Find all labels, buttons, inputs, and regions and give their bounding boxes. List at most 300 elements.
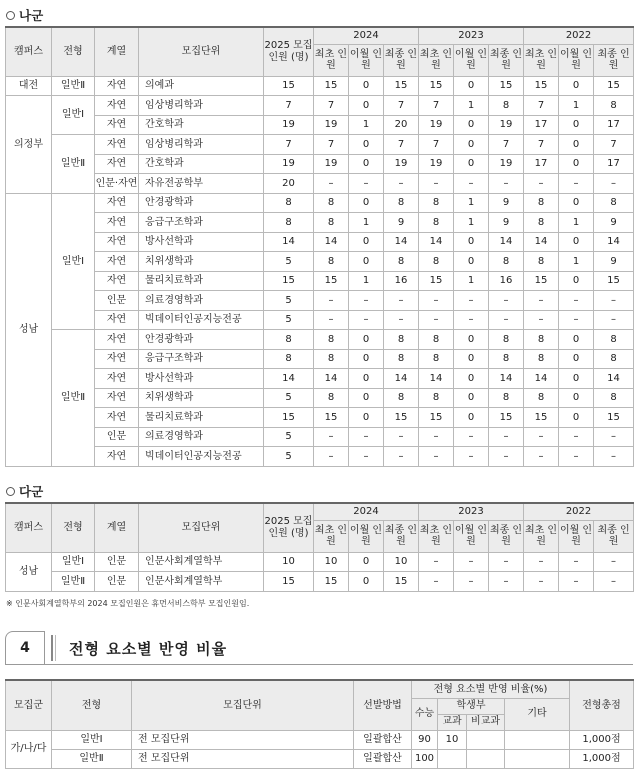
- final-2023-cell: 9: [489, 213, 524, 233]
- carry-2023-cell: 0: [454, 154, 489, 174]
- carry-2022-cell: 0: [559, 193, 594, 213]
- final-2024-cell: 15: [384, 76, 419, 96]
- initial-2024-cell: –: [314, 291, 349, 311]
- final-2023-cell: 14: [489, 369, 524, 389]
- initial-2023-cell: 19: [419, 115, 454, 135]
- carry-2023-cell: 0: [454, 135, 489, 155]
- final-2024-cell: 16: [384, 271, 419, 291]
- final-2023-cell: 14: [489, 232, 524, 252]
- nonsubject-cell: [467, 730, 505, 749]
- carry-2023-cell: 0: [454, 252, 489, 272]
- carry-2024-cell: –: [349, 427, 384, 447]
- type-cell: 일반Ⅰ: [52, 193, 95, 330]
- initial-2024-cell: 8: [314, 330, 349, 350]
- initial-2023-cell: 14: [419, 232, 454, 252]
- initial-2022-cell: –: [524, 552, 559, 572]
- unit-cell: 빅데이터인공지능전공: [139, 447, 264, 467]
- initial-2024-cell: 15: [314, 572, 349, 592]
- field-cell: 자연: [95, 76, 139, 96]
- quota-2025-cell: 5: [264, 252, 314, 272]
- initial-2023-cell: –: [419, 447, 454, 467]
- header-2024: 2024: [314, 503, 419, 520]
- final-2023-cell: 8: [489, 252, 524, 272]
- unit-cell: 응급구조학과: [139, 349, 264, 369]
- final-2023-cell: 15: [489, 76, 524, 96]
- header-field: 계열: [95, 27, 139, 76]
- carry-2024-cell: 1: [349, 115, 384, 135]
- final-2024-cell: 7: [384, 96, 419, 116]
- carry-2024-cell: 0: [349, 388, 384, 408]
- initial-2022-cell: 8: [524, 252, 559, 272]
- field-cell: 자연: [95, 154, 139, 174]
- table-row: [6, 135, 634, 155]
- initial-2022-cell: –: [524, 572, 559, 592]
- field-cell: 자연: [95, 252, 139, 272]
- table-row: [6, 193, 634, 213]
- final-2022-cell: 8: [594, 388, 634, 408]
- carry-2022-cell: –: [559, 310, 594, 330]
- initial-2024-cell: 8: [314, 349, 349, 369]
- suneung-cell: 90: [412, 730, 438, 749]
- field-cell: 자연: [95, 96, 139, 116]
- table-row: [6, 427, 634, 447]
- method-cell: 일괄합산: [354, 730, 412, 749]
- initial-2024-cell: 19: [314, 115, 349, 135]
- carry-2023-cell: 0: [454, 232, 489, 252]
- header-carry: 이월 인원: [559, 44, 594, 76]
- quota-2025-cell: 14: [264, 232, 314, 252]
- unit-cell: 인문사회계열학부: [139, 572, 264, 592]
- final-2023-cell: 19: [489, 154, 524, 174]
- subject-cell: [438, 749, 467, 768]
- quota-2025-cell: 15: [264, 76, 314, 96]
- suneung-cell: 100: [412, 749, 438, 768]
- final-2022-cell: –: [594, 310, 634, 330]
- carry-2022-cell: 1: [559, 252, 594, 272]
- etc-cell: [505, 749, 570, 768]
- initial-2024-cell: –: [314, 310, 349, 330]
- quota-2025-cell: 19: [264, 115, 314, 135]
- table-row: [6, 408, 634, 428]
- initial-2023-cell: 14: [419, 369, 454, 389]
- final-2024-cell: –: [384, 310, 419, 330]
- initial-2023-cell: 8: [419, 193, 454, 213]
- initial-2022-cell: –: [524, 447, 559, 467]
- header-final: 최종 인원: [384, 44, 419, 76]
- field-cell: 자연: [95, 330, 139, 350]
- unit-cell: 간호학과: [139, 115, 264, 135]
- type-cell: 일반Ⅱ: [52, 749, 132, 768]
- final-2022-cell: –: [594, 552, 634, 572]
- table-row: [6, 310, 634, 330]
- initial-2024-cell: 10: [314, 552, 349, 572]
- type-cell: 일반Ⅰ: [52, 730, 132, 749]
- field-cell: 자연: [95, 349, 139, 369]
- quota-2025-cell: 8: [264, 213, 314, 233]
- carry-2024-cell: 0: [349, 154, 384, 174]
- method-cell: 일괄합산: [354, 749, 412, 768]
- final-2024-cell: 20: [384, 115, 419, 135]
- initial-2024-cell: 14: [314, 369, 349, 389]
- initial-2024-cell: 8: [314, 252, 349, 272]
- etc-cell: [505, 730, 570, 749]
- final-2023-cell: –: [489, 552, 524, 572]
- final-2024-cell: 8: [384, 252, 419, 272]
- carry-2023-cell: –: [454, 447, 489, 467]
- type-cell: 일반Ⅱ: [52, 135, 95, 194]
- header-final: 최종 인원: [489, 520, 524, 552]
- section-title: 전형 요소별 반영 비율: [69, 640, 228, 658]
- final-2024-cell: 15: [384, 572, 419, 592]
- header-final: 최종 인원: [594, 44, 634, 76]
- initial-2022-cell: 8: [524, 193, 559, 213]
- quota-2025-cell: 5: [264, 427, 314, 447]
- header-type: 전형: [52, 503, 95, 552]
- quota-2025-cell: 7: [264, 135, 314, 155]
- header-initial: 최초 인원: [524, 520, 559, 552]
- final-2022-cell: –: [594, 291, 634, 311]
- table-row: [6, 369, 634, 389]
- final-2024-cell: –: [384, 427, 419, 447]
- final-2024-cell: 9: [384, 213, 419, 233]
- quota-2025-cell: 15: [264, 408, 314, 428]
- final-2023-cell: 16: [489, 271, 524, 291]
- unit-cell: 물리치료학과: [139, 408, 264, 428]
- final-2024-cell: 15: [384, 408, 419, 428]
- field-cell: 자연: [95, 388, 139, 408]
- initial-2024-cell: 15: [314, 76, 349, 96]
- final-2023-cell: 8: [489, 349, 524, 369]
- initial-2022-cell: 8: [524, 213, 559, 233]
- final-2023-cell: 7: [489, 135, 524, 155]
- final-2022-cell: 15: [594, 271, 634, 291]
- quota-2025-cell: 5: [264, 291, 314, 311]
- initial-2023-cell: 15: [419, 408, 454, 428]
- field-cell: 자연: [95, 193, 139, 213]
- final-2024-cell: –: [384, 291, 419, 311]
- campus-cell: 의정부: [6, 96, 52, 194]
- initial-2024-cell: –: [314, 427, 349, 447]
- section-da-title: 다군: [6, 482, 43, 500]
- final-2023-cell: –: [489, 174, 524, 194]
- field-cell: 자연: [95, 271, 139, 291]
- carry-2022-cell: 0: [559, 330, 594, 350]
- carry-2024-cell: 0: [349, 135, 384, 155]
- carry-2022-cell: 0: [559, 76, 594, 96]
- field-cell: 자연: [95, 310, 139, 330]
- field-cell: 자연: [95, 135, 139, 155]
- header-unit: 모집단위: [132, 680, 354, 730]
- quota-2025-cell: 8: [264, 349, 314, 369]
- carry-2023-cell: 0: [454, 369, 489, 389]
- initial-2024-cell: 19: [314, 154, 349, 174]
- quota-2025-cell: 5: [264, 310, 314, 330]
- carry-2024-cell: 0: [349, 252, 384, 272]
- initial-2023-cell: 15: [419, 271, 454, 291]
- final-2024-cell: 10: [384, 552, 419, 572]
- header-method: 선발방법: [354, 680, 412, 730]
- divider: [51, 635, 53, 661]
- header-2023: 2023: [419, 503, 524, 520]
- final-2022-cell: 15: [594, 76, 634, 96]
- initial-2022-cell: 7: [524, 96, 559, 116]
- table-row: [6, 96, 634, 116]
- field-cell: 자연: [95, 213, 139, 233]
- carry-2024-cell: 0: [349, 76, 384, 96]
- carry-2022-cell: 0: [559, 349, 594, 369]
- header-initial: 최초 인원: [419, 520, 454, 552]
- quota-2025-cell: 7: [264, 96, 314, 116]
- initial-2022-cell: 8: [524, 330, 559, 350]
- final-2022-cell: –: [594, 572, 634, 592]
- initial-2022-cell: 7: [524, 135, 559, 155]
- carry-2023-cell: –: [454, 291, 489, 311]
- quota-2025-cell: 14: [264, 369, 314, 389]
- table-row: [6, 115, 634, 135]
- table-row: [6, 730, 634, 749]
- final-2022-cell: 17: [594, 115, 634, 135]
- field-cell: 자연: [95, 408, 139, 428]
- initial-2023-cell: 15: [419, 76, 454, 96]
- carry-2022-cell: 0: [559, 388, 594, 408]
- admission-table-na: [5, 26, 634, 467]
- final-2022-cell: 17: [594, 154, 634, 174]
- final-2022-cell: –: [594, 447, 634, 467]
- carry-2022-cell: 0: [559, 271, 594, 291]
- carry-2024-cell: –: [349, 291, 384, 311]
- initial-2022-cell: 8: [524, 349, 559, 369]
- unit-cell: 자유전공학부: [139, 174, 264, 194]
- final-2024-cell: 14: [384, 232, 419, 252]
- field-cell: 자연: [95, 232, 139, 252]
- section-number: 4: [5, 631, 45, 665]
- type-cell: 일반Ⅱ: [52, 572, 95, 592]
- carry-2023-cell: 1: [454, 193, 489, 213]
- carry-2023-cell: –: [454, 427, 489, 447]
- final-2023-cell: –: [489, 310, 524, 330]
- initial-2022-cell: 15: [524, 271, 559, 291]
- initial-2023-cell: –: [419, 427, 454, 447]
- unit-cell: 의예과: [139, 76, 264, 96]
- final-2023-cell: –: [489, 447, 524, 467]
- carry-2022-cell: 0: [559, 369, 594, 389]
- unit-cell: 인문사회계열학부: [139, 552, 264, 572]
- final-2023-cell: –: [489, 291, 524, 311]
- quota-2025-cell: 15: [264, 271, 314, 291]
- carry-2022-cell: –: [559, 291, 594, 311]
- carry-2023-cell: 0: [454, 408, 489, 428]
- header-2022: 2022: [524, 27, 634, 44]
- carry-2024-cell: 0: [349, 96, 384, 116]
- final-2024-cell: 14: [384, 369, 419, 389]
- final-2022-cell: 15: [594, 408, 634, 428]
- initial-2024-cell: 15: [314, 408, 349, 428]
- carry-2024-cell: 1: [349, 271, 384, 291]
- carry-2023-cell: 0: [454, 349, 489, 369]
- unit-cell: 의료경영학과: [139, 291, 264, 311]
- header-unit: 모집단위: [139, 27, 264, 76]
- initial-2023-cell: –: [419, 572, 454, 592]
- initial-2023-cell: –: [419, 291, 454, 311]
- unit-cell: 응급구조학과: [139, 213, 264, 233]
- initial-2022-cell: –: [524, 427, 559, 447]
- initial-2022-cell: 15: [524, 408, 559, 428]
- initial-2022-cell: 15: [524, 76, 559, 96]
- section-4-heading: [5, 631, 633, 665]
- initial-2024-cell: 8: [314, 193, 349, 213]
- initial-2023-cell: 8: [419, 388, 454, 408]
- initial-2022-cell: –: [524, 291, 559, 311]
- final-2023-cell: –: [489, 427, 524, 447]
- initial-2022-cell: 14: [524, 232, 559, 252]
- quota-2025-cell: 10: [264, 552, 314, 572]
- carry-2022-cell: 0: [559, 135, 594, 155]
- quota-2025-cell: 5: [264, 388, 314, 408]
- table-row: [6, 213, 634, 233]
- header-type: 전형: [52, 680, 132, 730]
- unit-cell: 임상병리학과: [139, 135, 264, 155]
- final-2022-cell: 8: [594, 330, 634, 350]
- final-2024-cell: 8: [384, 388, 419, 408]
- header-2022: 2022: [524, 503, 634, 520]
- carry-2022-cell: –: [559, 447, 594, 467]
- carry-2023-cell: 0: [454, 115, 489, 135]
- total-cell: 1,000점: [570, 749, 634, 768]
- unit-cell: 안경광학과: [139, 330, 264, 350]
- final-2023-cell: –: [489, 572, 524, 592]
- field-cell: 자연: [95, 447, 139, 467]
- field-cell: 인문: [95, 427, 139, 447]
- carry-2023-cell: –: [454, 552, 489, 572]
- carry-2024-cell: 0: [349, 369, 384, 389]
- carry-2023-cell: 0: [454, 76, 489, 96]
- table-row: [6, 388, 634, 408]
- initial-2023-cell: 8: [419, 213, 454, 233]
- initial-2023-cell: –: [419, 310, 454, 330]
- header-2025: 2025 모집인원 (명): [264, 503, 314, 552]
- table-row: [6, 76, 634, 96]
- header-final: 최종 인원: [489, 44, 524, 76]
- final-2023-cell: 8: [489, 388, 524, 408]
- header-initial: 최초 인원: [419, 44, 454, 76]
- campus-cell: 성남: [6, 193, 52, 466]
- header-2024: 2024: [314, 27, 419, 44]
- section-na-title: 나군: [6, 6, 43, 24]
- table-row: [6, 330, 634, 350]
- unit-cell: 빅데이터인공지능전공: [139, 310, 264, 330]
- carry-2022-cell: 1: [559, 213, 594, 233]
- table-row: [6, 447, 634, 467]
- carry-2023-cell: 0: [454, 388, 489, 408]
- final-2024-cell: 7: [384, 135, 419, 155]
- header-campus: 캠퍼스: [6, 503, 52, 552]
- final-2022-cell: 8: [594, 96, 634, 116]
- final-2024-cell: 8: [384, 349, 419, 369]
- unit-cell: 안경광학과: [139, 193, 264, 213]
- header-carry: 이월 인원: [349, 44, 384, 76]
- field-cell: 인문: [95, 291, 139, 311]
- initial-2023-cell: 19: [419, 154, 454, 174]
- final-2023-cell: 8: [489, 96, 524, 116]
- table-row: [6, 291, 634, 311]
- header-carry: 이월 인원: [349, 520, 384, 552]
- divider: [43, 664, 633, 665]
- table-row: [6, 349, 634, 369]
- table-row: [6, 552, 634, 572]
- carry-2022-cell: 0: [559, 408, 594, 428]
- unit-cell: 방사선학과: [139, 369, 264, 389]
- final-2024-cell: 8: [384, 330, 419, 350]
- unit-cell: 치위생학과: [139, 388, 264, 408]
- initial-2022-cell: 17: [524, 115, 559, 135]
- header-subject: 교과: [438, 714, 467, 730]
- carry-2022-cell: 0: [559, 232, 594, 252]
- header-2023: 2023: [419, 27, 524, 44]
- carry-2023-cell: 1: [454, 271, 489, 291]
- final-2023-cell: 19: [489, 115, 524, 135]
- unit-cell: 방사선학과: [139, 232, 264, 252]
- initial-2022-cell: 14: [524, 369, 559, 389]
- header-student: 학생부: [438, 698, 505, 714]
- initial-2024-cell: 7: [314, 96, 349, 116]
- type-cell: 일반Ⅱ: [52, 76, 95, 96]
- field-cell: 자연: [95, 369, 139, 389]
- field-cell: 인문: [95, 572, 139, 592]
- final-2022-cell: –: [594, 174, 634, 194]
- divider: [55, 635, 56, 661]
- carry-2024-cell: –: [349, 310, 384, 330]
- carry-2022-cell: 0: [559, 154, 594, 174]
- header-carry: 이월 인원: [454, 520, 489, 552]
- carry-2023-cell: 1: [454, 96, 489, 116]
- carry-2023-cell: –: [454, 310, 489, 330]
- header-carry: 이월 인원: [559, 520, 594, 552]
- header-ratio: 전형 요소별 반영 비율(%): [412, 680, 570, 698]
- carry-2024-cell: –: [349, 447, 384, 467]
- carry-2023-cell: –: [454, 174, 489, 194]
- header-nonsubject: 비교과: [467, 714, 505, 730]
- carry-2022-cell: –: [559, 552, 594, 572]
- initial-2024-cell: 8: [314, 388, 349, 408]
- header-initial: 최초 인원: [314, 44, 349, 76]
- subject-cell: 10: [438, 730, 467, 749]
- initial-2024-cell: 14: [314, 232, 349, 252]
- final-2022-cell: 7: [594, 135, 634, 155]
- unit-cell: 물리치료학과: [139, 271, 264, 291]
- final-2022-cell: 9: [594, 213, 634, 233]
- carry-2024-cell: 0: [349, 408, 384, 428]
- header-final: 최종 인원: [594, 520, 634, 552]
- campus-cell: 대전: [6, 76, 52, 96]
- header-final: 최종 인원: [384, 520, 419, 552]
- carry-2024-cell: 0: [349, 349, 384, 369]
- initial-2022-cell: 8: [524, 388, 559, 408]
- initial-2023-cell: 7: [419, 135, 454, 155]
- quota-2025-cell: 5: [264, 447, 314, 467]
- initial-2024-cell: –: [314, 447, 349, 467]
- carry-2024-cell: 0: [349, 232, 384, 252]
- unit-cell: 임상병리학과: [139, 96, 264, 116]
- header-total: 전형총점: [570, 680, 634, 730]
- field-cell: 자연: [95, 115, 139, 135]
- carry-2024-cell: 0: [349, 193, 384, 213]
- carry-2022-cell: –: [559, 427, 594, 447]
- total-cell: 1,000점: [570, 730, 634, 749]
- final-2024-cell: –: [384, 174, 419, 194]
- admission-table-da: [5, 502, 634, 592]
- final-2023-cell: 15: [489, 408, 524, 428]
- unit-cell: 전 모집단위: [132, 749, 354, 768]
